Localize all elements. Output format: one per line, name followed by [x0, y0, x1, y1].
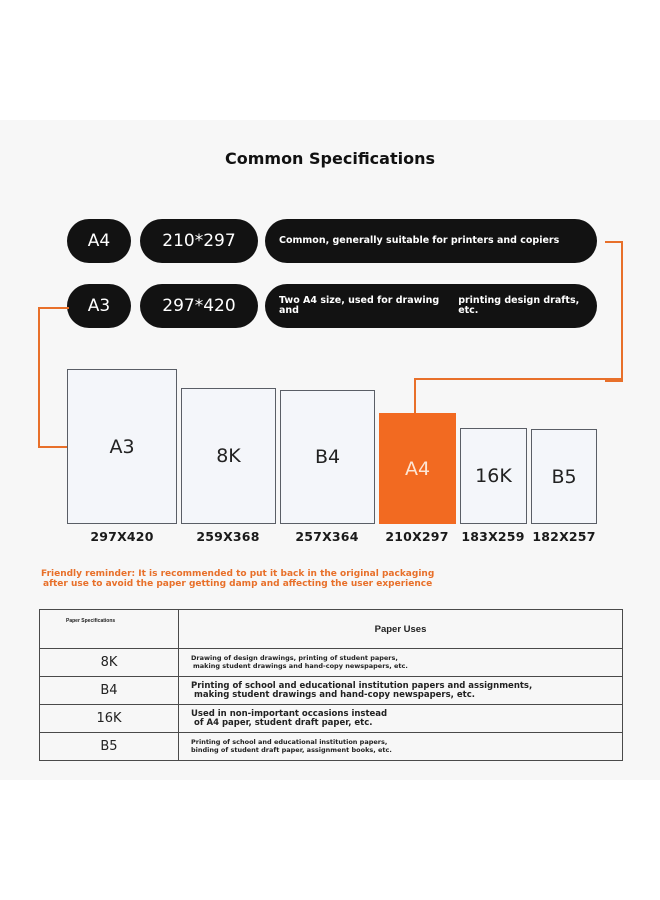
sheet-b4-dims: 257X364 [295, 529, 359, 544]
spec-a3-desc-line2: printing design drafts, etc. [458, 295, 580, 316]
row-use [179, 649, 623, 677]
spec-a4-description [265, 219, 597, 263]
table-header-row [40, 610, 623, 649]
sheet-a4-dims: 210X297 [385, 529, 449, 544]
row-use-line2: making student drawings and hand-copy newspapers, etc. [193, 661, 408, 670]
row-use [179, 733, 623, 761]
row-use-line2: making student drawings and hand-copy newspapers, etc. [194, 689, 475, 700]
a4-connector-right [605, 241, 623, 382]
row-use-line1: Used in non-important occasions instead [191, 708, 388, 719]
a3-connector-left [38, 307, 69, 448]
page-title: Common Specifications [224, 149, 435, 168]
sheet-a3-dims: 297X420 [90, 529, 154, 544]
row-spec: B5 [40, 733, 179, 761]
paper-uses-table [39, 609, 623, 761]
row-spec: B4 [40, 677, 179, 705]
row-use-line2: binding of student draft paper, assignment books, etc. [191, 745, 392, 754]
spec-a3-desc-line1: Two A4 size, used for drawing and [279, 295, 440, 316]
sheet-16k-dims: 183X259 [461, 529, 525, 544]
row-use-line2: of A4 paper, student draft paper, etc. [194, 717, 373, 728]
spec-a4-name-pill: A4 [67, 219, 131, 263]
spec-a4-desc-line2: for printers and copiers [432, 235, 560, 246]
reminder-line1: Friendly reminder: It is recommended to put it back in the original packaging [41, 569, 435, 579]
spec-a4-size-pill: 210*297 [140, 219, 258, 263]
sheet-8k: 8K [181, 388, 276, 524]
row-use [179, 705, 623, 733]
table-row [40, 733, 623, 761]
header-paper-specifications: Paper Specifications [40, 610, 179, 649]
table-row [40, 677, 623, 705]
sheet-b4: B4 [280, 390, 375, 524]
table-row [40, 649, 623, 677]
reminder-line2: after use to avoid the paper getting damp and affecting the user experience [43, 579, 433, 589]
row-use-line1: Printing of school and educational institution papers, [191, 738, 388, 746]
row-spec: 16K [40, 705, 179, 733]
sheet-b5-dims: 182X257 [532, 529, 596, 544]
row-use-line1: Printing of school and educational institution papers and assignments, [191, 680, 533, 691]
sheet-b5: B5 [531, 429, 597, 524]
sheet-16k: 16K [460, 428, 527, 524]
row-spec: 8K [40, 649, 179, 677]
a4-connector-drop [414, 378, 623, 415]
spec-a3-name-pill: A3 [67, 284, 131, 328]
spec-a3-size-pill: 297*420 [140, 284, 258, 328]
spec-a3-description [265, 284, 597, 328]
sheet-a4: A4 [379, 413, 456, 524]
table-row [40, 705, 623, 733]
friendly-reminder [41, 569, 434, 589]
row-use [179, 677, 623, 705]
sheet-a3: A3 [67, 369, 177, 524]
row-use-line1: Drawing of design drawings, printing of student papers, [191, 654, 398, 662]
header-paper-uses: Paper Uses [179, 610, 623, 649]
sheet-8k-dims: 259X368 [196, 529, 260, 544]
spec-a4-desc-line1: Common, generally suitable [279, 235, 430, 246]
